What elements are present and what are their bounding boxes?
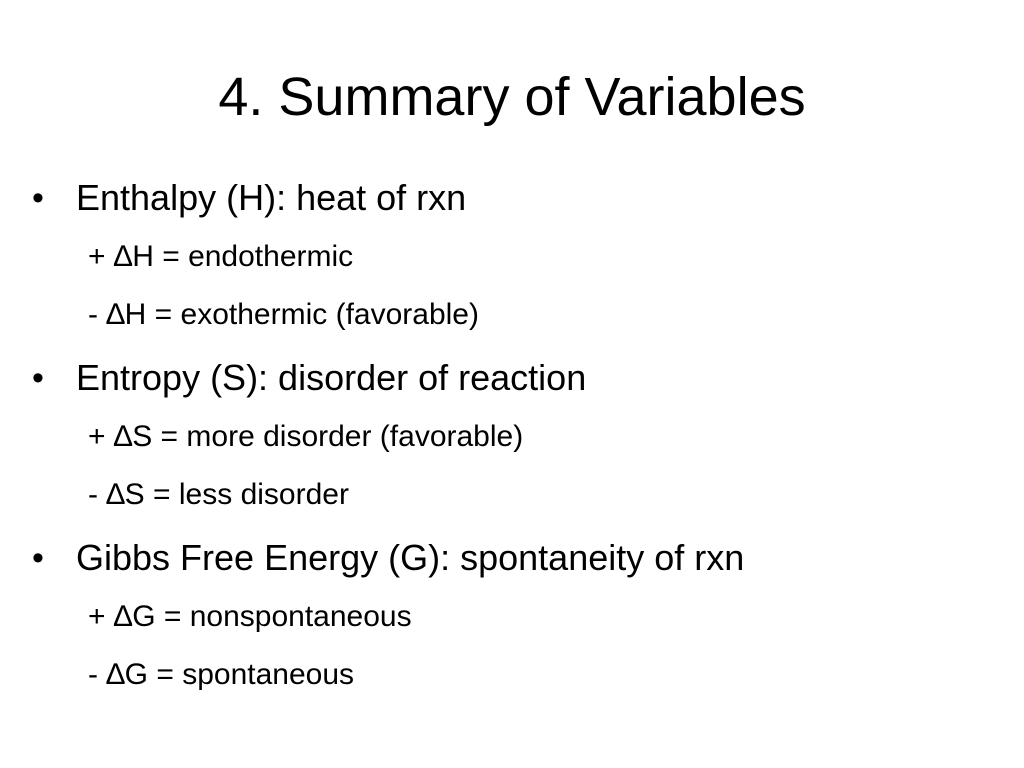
sub-bullet-text: - ∆G = spontaneous: [88, 658, 355, 691]
sub-bullet-text: - ∆H = exothermic (favorable): [88, 298, 479, 331]
sub-bullet-text: + ∆S = more disorder (favorable): [88, 420, 524, 453]
bullet-text: Gibbs Free Energy (G): spontaneity of rxn: [76, 537, 745, 578]
sub-bullet-text: + ∆H = endothermic: [88, 240, 354, 273]
bullet-marker: •: [32, 179, 44, 217]
sub-bullet-text: + ∆G = nonspontaneous: [88, 600, 412, 633]
bullet-text: Enthalpy (H): heat of rxn: [76, 177, 467, 218]
slide-title: 4. Summary of Variables: [218, 67, 806, 127]
bullet-marker: •: [32, 539, 44, 577]
sub-bullet-text: - ∆S = less disorder: [88, 478, 349, 511]
bullet-marker: •: [32, 359, 44, 397]
bullet-text: Entropy (S): disorder of reaction: [76, 357, 587, 398]
